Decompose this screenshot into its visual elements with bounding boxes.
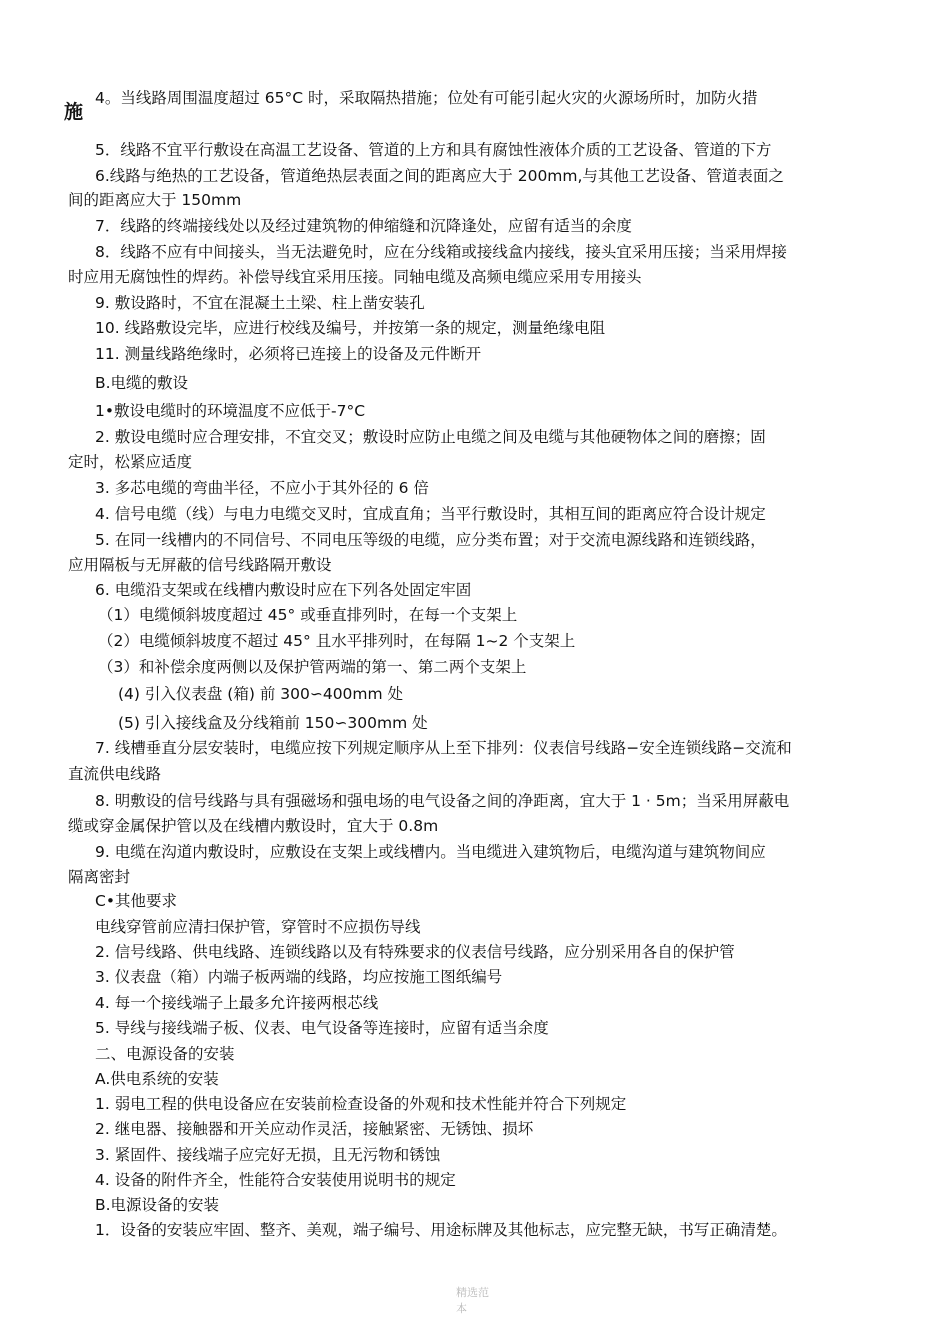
text-line-21: （1）电缆倾斜坡度超过 45° 或垂直排列时，在每一个支架上 — [98, 606, 518, 624]
text-line-1: 4。当线路周围温度超过 65°C 时，采取隔热措施；位处有可能引起火灾的火源场所时，加防火措 — [95, 89, 758, 107]
text-line-28: 8. 明敷设的信号线路与具有强磁场和强电场的电气设备之间的净距离，宜大于 1 · 5m；当采用屏蔽电 — [95, 792, 790, 810]
text-line-35: 3. 仪表盘（箱）内端子板两端的线路，均应按施工图纸编号 — [95, 968, 503, 986]
text-line-11: 11. 测量线路绝缘时，必须将已连接上的设备及元件断开 — [95, 345, 482, 363]
footer-watermark-line-1: 精选范 — [456, 1286, 489, 1299]
footer-watermark-line-2: 本 — [456, 1302, 467, 1315]
text-line-45: 1．设备的安装应牢固、整齐、美观，端子编号、用途标牌及其他标志，应完整无缺，书写正确清楚。 — [95, 1221, 787, 1239]
text-line-17: 4. 信号电缆（线）与电力电缆交叉时，宜成直角；当平行敷设时，其相互间的距离应符合设计规定 — [95, 505, 766, 523]
text-line-22: （2）电缆倾斜坡度不超过 45° 且水平排列时，在每隔 1~2 个支架上 — [98, 632, 576, 650]
text-line-7: 8．线路不应有中间接头，当无法避免时，应在分线箱或接线盒内接线，接头宜采用压接；当采用焊接 — [95, 243, 787, 261]
text-line-9: 9. 敷设路时，不宜在混凝土土梁、柱上凿安装孔 — [95, 294, 425, 312]
text-line-5: 间的距离应大于 150mm — [68, 191, 242, 209]
text-line-18: 5. 在同一线槽内的不同信号、不同电压等级的电缆，应分类布置；对于交流电源线路和连锁线路， — [95, 531, 766, 549]
text-line-30: 9. 电缆在沟道内敷设时，应敷设在支架上或线槽内。当电缆进入建筑物后，电缆沟道与建筑物间应 — [95, 843, 766, 861]
text-line-23: （3）和补偿余度两侧以及保护管两端的第一、第二两个支架上 — [98, 658, 527, 676]
section-heading-b-cable: B.电缆的敷设 — [95, 374, 189, 392]
text-line-36: 4. 每一个接线端子上最多允许接两根芯线 — [95, 994, 379, 1012]
text-line-29: 缆或穿金属保护管以及在线槽内敷设时，宜大于 0.8m — [68, 817, 439, 835]
text-line-19: 应用隔板与无屏蔽的信号线路隔开敷设 — [68, 556, 332, 574]
text-line-40: 1. 弱电工程的供电设备应在安装前检查设备的外观和技术性能并符合下列规定 — [95, 1095, 627, 1113]
text-line-25: (5) 引入接线盒及分线箱前 150∽300mm 处 — [118, 714, 428, 732]
text-line-16: 3. 多芯电缆的弯曲半径，不应小于其外径的 6 倍 — [95, 479, 429, 497]
text-line-10: 10. 线路敷设完毕，应进行校线及编号，并按第一条的规定，测量绝缘电阻 — [95, 319, 606, 337]
text-line-3: 5．线路不宜平行敷设在高温工艺设备、管道的上方和具有腐蚀性液体介质的工艺设备、管道的下方 — [95, 141, 772, 159]
text-line-42: 3. 紧固件、接线端子应完好无损，且无污物和锈蚀 — [95, 1146, 441, 1164]
text-line-37: 5. 导线与接线端子板、仪表、电气设备等连接时，应留有适当余度 — [95, 1019, 549, 1037]
text-line-41: 2. 继电器、接触器和开关应动作灵活，接触紧密、无锈蚀、损坏 — [95, 1120, 534, 1138]
text-line-31: 隔离密封 — [68, 868, 131, 886]
text-line-24: (4) 引入仪表盘 (箱) 前 300∽400mm 处 — [118, 685, 404, 703]
section-heading-power-equipment: 二、电源设备的安装 — [95, 1045, 235, 1063]
text-line-8: 时应用无腐蚀性的焊药。补偿导线宜采用压接。同轴电缆及高频电缆应采用专用接头 — [68, 268, 642, 286]
text-line-27: 直流供电线路 — [68, 765, 162, 783]
text-line-34: 2. 信号线路、供电线路、连锁线路以及有特殊要求的仪表信号线路，应分别采用各自的保护管 — [95, 943, 735, 961]
text-line-20: 6. 电缆沿支架或在线槽内敷设时应在下列各处固定牢固 — [95, 581, 472, 599]
section-heading-a-supply: A.供电系统的安装 — [95, 1070, 219, 1088]
text-line-15: 定时，松紧应适度 — [68, 453, 193, 471]
text-line-13: 1•敷设电缆时的环境温度不应低于-7°C — [95, 402, 366, 420]
text-line-4: 6.线路与绝热的工艺设备，管道绝热层表面之间的距离应大于 200mm,与其他工艺设备、管道表面之 — [95, 167, 784, 185]
section-heading-b-power: B.电源设备的安装 — [95, 1196, 220, 1214]
section-heading-c-other: C•其他要求 — [95, 892, 177, 910]
text-line-6: 7．线路的终端接线处以及经过建筑物的伸缩缝和沉降逢处，应留有适当的余度 — [95, 217, 632, 235]
text-line-26: 7. 线槽垂直分层安装时，电缆应按下列规定顺序从上至下排列：仪表信号线路−安全连锁线路−交流和 — [95, 739, 792, 757]
text-line-33: 电线穿管前应清扫保护管，穿管时不应损伤导线 — [95, 918, 421, 936]
text-line-14: 2. 敷设电缆时应合理安排，不宜交叉；敷设时应防止电缆之间及电缆与其他硬物体之间的磨擦；固 — [95, 428, 766, 446]
text-line-2: 施 — [64, 101, 84, 123]
text-line-43: 4. 设备的附件齐全，性能符合安装使用说明书的规定 — [95, 1171, 456, 1189]
